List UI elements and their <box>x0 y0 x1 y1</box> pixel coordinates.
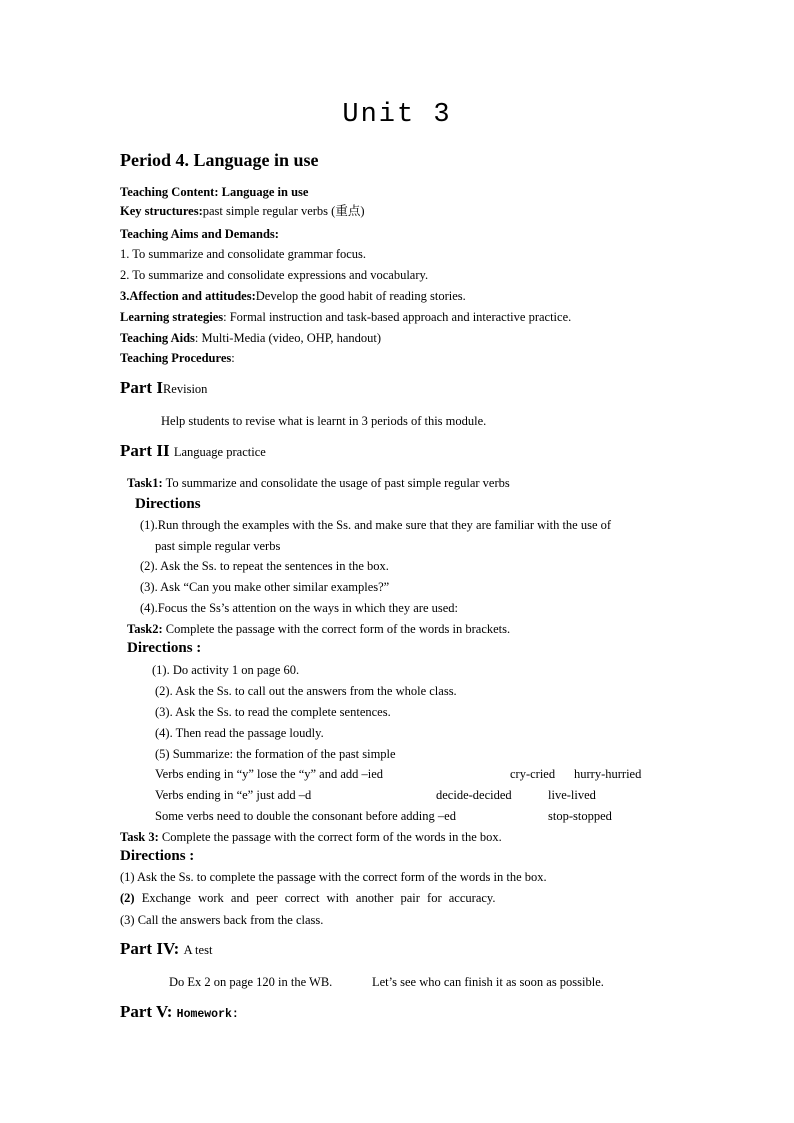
rule-2: Verbs ending in “e” just add –d <box>155 788 312 802</box>
part2-label: Part II <box>120 441 170 460</box>
part4-label: Part IV: <box>120 939 180 958</box>
task2-step-5: (5) Summarize: the formation of the past simple <box>155 747 396 761</box>
period-heading: Period 4. Language in use <box>120 150 319 170</box>
aids-value: : Multi-Media (video, OHP, handout) <box>194 331 382 345</box>
aim-1: 1. To summarize and consolidate grammar focus. <box>120 247 367 261</box>
task1-step-2: (2). Ask the Ss. to repeat the sentences in the box. <box>140 559 389 573</box>
part1-heading <box>120 377 207 400</box>
rule-1-example-2: hurry-hurried <box>574 767 642 781</box>
task3-directions: Directions : <box>120 848 195 864</box>
task3-step-2 <box>120 890 495 906</box>
learning-strategies <box>120 309 571 325</box>
task1-directions: Directions <box>135 496 201 512</box>
part4-heading <box>120 938 212 961</box>
task1 <box>127 475 510 491</box>
aim-2: 2. To summarize and consolidate expressions and vocabulary. <box>120 268 429 282</box>
task1-step-4: (4).Focus the Ss’s attention on the ways in which they are used: <box>140 601 458 615</box>
task1-step-3: (3). Ask “Can you make other similar examples?” <box>140 580 390 594</box>
task3-text: Complete the passage with the correct form of the words in the box. <box>158 830 502 844</box>
task2-step-1: (1). Do activity 1 on page 60. <box>152 663 300 677</box>
task3-step-2-text: Exchange work and peer correct with another pair for accuracy. <box>134 891 496 905</box>
teaching-aids <box>120 330 381 346</box>
part2-title: Language practice <box>173 445 266 459</box>
strategies-value: : Formal instruction and task-based approach and interactive practice. <box>223 310 572 324</box>
part1-title: Revision <box>162 382 208 396</box>
part2-heading <box>120 440 266 463</box>
task2-step-4: (4). Then read the passage loudly. <box>155 726 324 740</box>
part5-title: Homework: <box>176 1008 239 1021</box>
task3 <box>120 829 502 845</box>
key-structures <box>120 203 365 219</box>
task2-step-3: (3). Ask the Ss. to read the complete sentences. <box>155 705 391 719</box>
key-structures-label: Key structures: <box>120 204 203 218</box>
task2 <box>127 621 510 637</box>
rule-3: Some verbs need to double the consonant before adding –ed <box>155 809 456 823</box>
key-structures-value: past simple regular verbs (重点) <box>202 204 365 218</box>
task1-text: To summarize and consolidate the usage of past simple regular verbs <box>162 476 510 490</box>
aims-heading: Teaching Aims and Demands: <box>120 227 279 241</box>
procedures-value: : <box>231 351 235 365</box>
part4-text-1: Do Ex 2 on page 120 in the WB. <box>169 975 333 989</box>
aim-3-label: 3.Affection and attitudes: <box>120 289 256 303</box>
part5-heading <box>120 1001 239 1026</box>
rule-3-example-1: stop-stopped <box>548 809 612 823</box>
part4-title: A test <box>183 943 213 957</box>
procedures-label: Teaching Procedures <box>120 351 232 365</box>
part5-label: Part V: <box>120 1002 173 1021</box>
rule-2-example-1: decide-decided <box>436 788 512 802</box>
aim-3 <box>120 288 466 304</box>
task2-text: Complete the passage with the correct form of the words in brackets. <box>162 622 511 636</box>
aim-3-value: Develop the good habit of reading stories. <box>255 289 466 303</box>
task1-label: Task1: <box>127 476 163 490</box>
task2-label: Task2: <box>127 622 163 636</box>
task3-step-1: (1) Ask the Ss. to complete the passage with the correct form of the words in the box. <box>120 870 547 884</box>
part4-text-2: Let’s see who can finish it as soon as possible. <box>372 975 604 989</box>
aids-label: Teaching Aids <box>120 331 195 345</box>
rule-1: Verbs ending in “y” lose the “y” and add –ied <box>155 767 384 781</box>
document-title: Unit 3 <box>342 100 452 130</box>
strategies-label: Learning strategies <box>120 310 224 324</box>
task3-step-3: (3) Call the answers back from the class. <box>120 913 324 927</box>
rule-1-example-1: cry-cried <box>510 767 556 781</box>
part1-text: Help students to revise what is learnt in 3 periods of this module. <box>161 414 487 428</box>
task1-step-1a: (1).Run through the examples with the Ss. and make sure that they are familiar with the use of <box>140 518 612 532</box>
task2-directions: Directions : <box>127 640 202 656</box>
teaching-content: Teaching Content: Language in use <box>120 185 309 199</box>
teaching-procedures <box>120 350 235 366</box>
part1-label: Part I <box>120 378 163 397</box>
task2-step-2: (2). Ask the Ss. to call out the answers from the whole class. <box>155 684 457 698</box>
task1-step-1b: past simple regular verbs <box>155 539 281 553</box>
task3-label: Task 3: <box>120 830 159 844</box>
rule-2-example-2: live-lived <box>548 788 596 802</box>
task3-step-2-num: (2) <box>120 891 135 905</box>
